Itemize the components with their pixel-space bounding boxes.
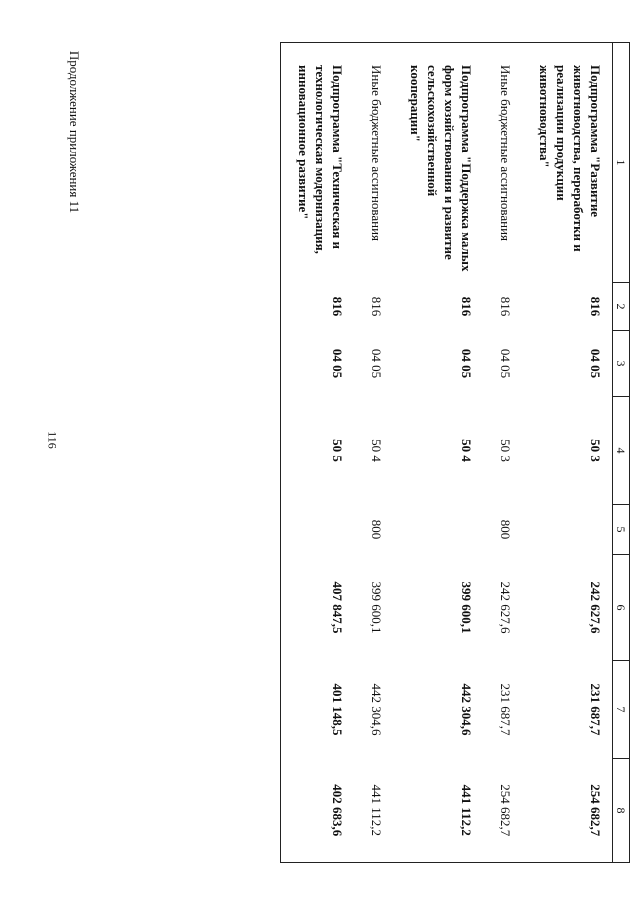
amount-col-7: 231 687,7 <box>498 683 513 736</box>
ministry-code: 816 <box>588 296 603 317</box>
column-header-8: 8 <box>613 759 630 863</box>
expense-type-code <box>281 505 355 555</box>
row-name: Подпрограмма "Развитие животноводства, переработки и реализации продукции животноводства" <box>522 43 613 283</box>
table-row <box>522 43 613 863</box>
row-name: Иные бюджетные ассигнования <box>354 43 393 283</box>
column-header-7: 7 <box>613 661 630 759</box>
column-header-1: 1 <box>613 43 630 283</box>
amount-col-6: 407 847,5 <box>281 555 355 661</box>
rotated-page-content <box>130 42 630 862</box>
target-article-code: 50 3 <box>498 439 513 462</box>
table-row <box>281 43 355 863</box>
ministry-code: 816 <box>459 296 474 317</box>
target-article-code: 50 4 <box>459 439 474 462</box>
target-article-code: 50 4 <box>369 439 384 462</box>
target-article-code: 50 5 <box>281 397 355 505</box>
amount-col-6: 242 627,6 <box>588 581 603 634</box>
column-header-4: 4 <box>613 397 630 505</box>
amount-col-6: 399 600,1 <box>369 581 384 634</box>
table-row <box>354 43 393 863</box>
column-header-5: 5 <box>613 505 630 555</box>
amount-col-8: 402 683,6 <box>281 759 355 863</box>
amount-col-8: 254 682,7 <box>483 759 522 863</box>
section-code: 04 05 <box>498 348 513 379</box>
amount-col-8: 441 112,2 <box>393 759 483 863</box>
column-header-6: 6 <box>613 555 630 661</box>
ministry-code: 816 <box>369 296 384 317</box>
table-row <box>393 43 483 863</box>
section-code: 04 05 <box>281 331 355 397</box>
amount-col-7: 442 304,6 <box>369 683 384 736</box>
column-number-header-row <box>613 43 630 863</box>
expense-type-code: 800 <box>369 519 384 540</box>
row-name: Иные бюджетные ассигнования <box>483 43 522 283</box>
page-number: 116 <box>45 431 60 449</box>
amount-col-7: 442 304,6 <box>459 683 474 736</box>
target-article-code: 50 3 <box>588 439 603 462</box>
appendix-continuation-header: Продолжение приложения 11 <box>67 50 82 214</box>
budget-table <box>280 42 630 863</box>
amount-col-8: 254 682,7 <box>522 759 613 863</box>
ministry-code: 816 <box>281 283 355 331</box>
column-header-3: 3 <box>613 331 630 397</box>
ministry-code: 816 <box>498 296 513 317</box>
expense-type-code: 800 <box>498 519 513 540</box>
amount-col-6: 242 627,6 <box>498 581 513 634</box>
amount-col-7: 231 687,7 <box>588 683 603 736</box>
amount-col-8: 441 112,2 <box>354 759 393 863</box>
row-name: Подпрограмма "Техническая и технологическая модернизация, инновационное развитие" <box>281 43 355 283</box>
table-row <box>483 43 522 863</box>
expense-type-code <box>522 505 613 555</box>
amount-col-7: 401 148,5 <box>281 661 355 759</box>
section-code: 04 05 <box>369 348 384 379</box>
column-header-2: 2 <box>613 283 630 331</box>
row-name: Подпрограмма "Поддержка малых форм хозяйствования и развитие сельскохозяйственной кооперации" <box>393 43 483 283</box>
expense-type-code <box>393 505 483 555</box>
section-code: 04 05 <box>459 348 474 379</box>
amount-col-6: 399 600,1 <box>459 581 474 634</box>
section-code: 04 05 <box>588 348 603 379</box>
